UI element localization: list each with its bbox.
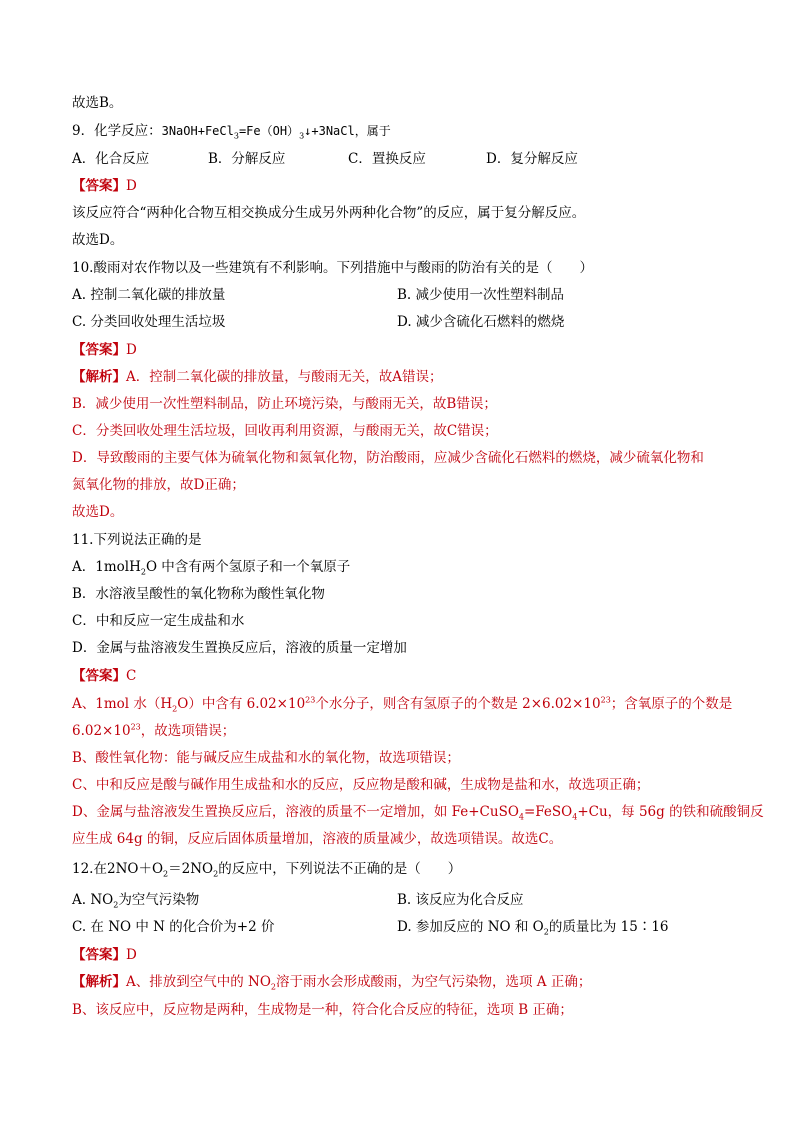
- question-9-stem: [72, 122, 391, 140]
- q9-answer: [72, 177, 137, 195]
- q10-option-b: B. 减少使用一次性塑料制品: [397, 287, 565, 303]
- subscript: 2: [140, 567, 146, 577]
- subscript: 2: [172, 704, 178, 714]
- q12-analysis-a: [72, 973, 591, 991]
- q9-option-d: D．复分解反应: [486, 151, 578, 167]
- q10-analysis-b: B．减少使用一次性塑料制品，防止环境污染，与酸雨无关，故B错误；: [72, 396, 497, 412]
- q9-eq-part-a: 3NaOH+FeCl: [161, 124, 234, 138]
- q11-analysis-d-2: 应生成 64g 的铜，反应后固体质量增加，溶液的质量减少，故选项错误。故选C。: [72, 831, 563, 847]
- q11-analysis-d-1: [72, 803, 764, 821]
- answer-tag: 【答案】: [72, 342, 126, 358]
- subscript: 4: [518, 812, 524, 822]
- q12-option-c: C. 在 NO 中 N 的化合价为+2 价: [72, 919, 275, 935]
- q10-conclusion: 故选D。: [72, 504, 124, 520]
- q10-analysis-d-2: 氮氧化物的排放，故D正确；: [72, 477, 245, 493]
- answer-value: D: [126, 178, 137, 194]
- text-part: 12.在: [72, 861, 107, 877]
- analysis-tag: 【解析】: [72, 974, 126, 990]
- q9-option-b: B．分解反应: [208, 151, 286, 167]
- subscript: 4: [572, 812, 578, 822]
- subscript: 2: [543, 927, 549, 937]
- q11-analysis-c: C、中和反应是酸与碱作用生成盐和水的反应，反应物是酸和碱，生成物是盐和水，故选项正确；: [72, 777, 650, 793]
- subscript: 2: [113, 900, 119, 910]
- q12-option-a: [72, 891, 199, 909]
- subscript: 2: [163, 869, 169, 879]
- q11-option-c: C．中和反应一定生成盐和水: [72, 613, 245, 629]
- text-part: 个水分子，则含有氢原子的个数是 2×6.02×10: [315, 696, 601, 712]
- text-part: 为空气污染物: [118, 892, 200, 908]
- text-part: A、排放到空气中的 NO: [126, 974, 271, 990]
- answer-value: D: [126, 342, 137, 358]
- q10-analysis-c: C．分类回收处理生活垃圾，回收再利用资源，与酸雨无关，故C错误；: [72, 423, 498, 439]
- text-part: A. NO: [72, 892, 114, 908]
- analysis-text: A．控制二氧化碳的排放量，与酸雨无关，故A错误；: [126, 369, 443, 385]
- q9-sub: 3: [233, 131, 239, 141]
- q11-option-a: [72, 558, 350, 576]
- equation-part: ＝2NO: [168, 861, 214, 877]
- q9-conclusion: 故选D。: [72, 232, 124, 248]
- subscript: 2: [213, 869, 219, 879]
- q12-answer: [72, 946, 137, 964]
- text-part: D. 参加反应的 NO 和 O: [397, 919, 544, 935]
- analysis-tag: 【解析】: [72, 369, 126, 385]
- q10-analysis-d-1: D．导致酸雨的主要气体为硫氧化物和氮氧化物，防治酸雨，应减少含硫化石燃料的燃烧，减少硫氧化物和: [72, 450, 704, 466]
- q10-option-d: D. 减少含硫化石燃料的燃烧: [397, 314, 565, 330]
- q12-option-b: B. 该反应为化合反应: [397, 892, 524, 908]
- q11-option-a-part1: A．1molH: [72, 559, 141, 575]
- answer-tag: 【答案】: [72, 947, 126, 963]
- text-part: 溶于雨水会形成酸雨，为空气污染物，选项 A 正确；: [276, 974, 592, 990]
- superscript: 23: [130, 722, 141, 732]
- text-part: 6.02×10: [72, 723, 131, 739]
- q11-analysis-a-1: [72, 695, 732, 713]
- q9-explanation: 该反应符合“两种化合物互相交换成分生成另外两种化合物”的反应，属于复分解反应。: [72, 205, 586, 221]
- text-part: ，故选项错误；: [140, 723, 236, 739]
- q10-option-a: A. 控制二氧化碳的排放量: [72, 287, 226, 303]
- text-part: ；含氧原子的个数是: [610, 696, 733, 712]
- answer-value: D: [126, 947, 137, 963]
- text-part: 的反应中，下列说法不正确的是（ ）: [218, 861, 462, 877]
- q11-option-b: B．水溶液呈酸性的氧化物称为酸性氧化物: [72, 586, 325, 602]
- answer-tag: 【答案】: [72, 178, 126, 194]
- text-part: A、1mol 水（H: [72, 696, 173, 712]
- subscript: 2: [270, 982, 277, 992]
- text-part: +Cu，每 56g 的铁和硫酸铜反: [577, 804, 764, 820]
- q11-analysis-b: B、酸性氧化物：能与碱反应生成盐和水的氧化物，故选项错误；: [72, 750, 460, 766]
- q9-option-a: A．化合反应: [72, 151, 150, 167]
- question-10-stem: 10.酸雨对农作物以及一些建筑有不利影响。下列措施中与酸雨的防治有关的是（ ）: [72, 260, 593, 276]
- q10-answer: [72, 341, 137, 359]
- superscript: 23: [600, 695, 611, 705]
- superscript: 23: [305, 695, 316, 705]
- text-part: 的质量比为 15∶16: [548, 919, 669, 935]
- q11-option-d: D．金属与盐溶液发生置换反应后，溶液的质量一定增加: [72, 640, 407, 656]
- text-part: O）中含有 6.02×10: [177, 696, 306, 712]
- question-12-stem: [72, 860, 461, 878]
- q12-option-d: [397, 918, 669, 936]
- q9-eq-part-c: ↓+3NaCl，属于: [304, 124, 391, 138]
- q9-option-c: C．置换反应: [348, 151, 426, 167]
- q9-eq-part-b: =Fe（OH）: [238, 124, 300, 138]
- q10-option-c: C. 分类回收处理生活垃圾: [72, 314, 226, 330]
- q10-analysis-a: [72, 368, 443, 386]
- q12-analysis-b: B、该反应中，反应物是两种，生成物是一种，符合化合反应的特征，选项 B 正确；: [72, 1002, 573, 1018]
- text-part: =FeSO: [523, 804, 573, 820]
- q11-option-a-part2: O 中含有两个氢原子和一个氧原子: [145, 559, 351, 575]
- q9-sub-2: 3: [299, 131, 305, 141]
- text-part: D、金属与盐溶液发生置换反应后，溶液的质量不一定增加，如 Fe+CuSO: [72, 804, 519, 820]
- answer-tag: 【答案】: [72, 668, 126, 684]
- q11-analysis-a-2: [72, 722, 235, 740]
- q11-answer: [72, 667, 136, 685]
- question-11-stem: 11.下列说法正确的是: [72, 532, 202, 548]
- q9-stem-prefix: 9．化学反应：: [72, 123, 162, 139]
- text-line: 故选B。: [72, 95, 123, 111]
- equation-part: 2NO＋O: [106, 861, 164, 877]
- answer-value: C: [126, 668, 137, 684]
